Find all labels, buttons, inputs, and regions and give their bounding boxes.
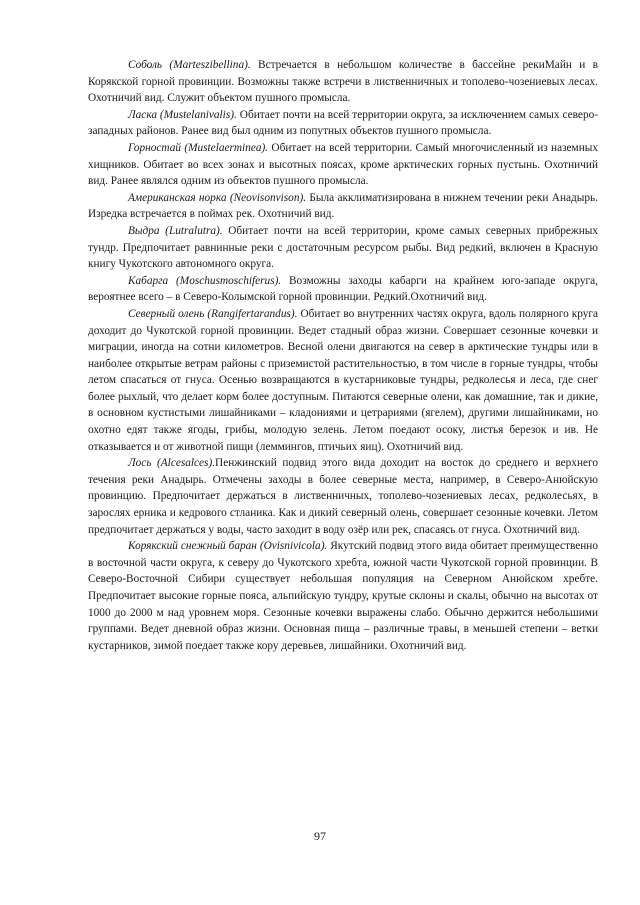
page-body xyxy=(88,57,598,654)
species-name: Соболь (Marteszibellina). xyxy=(128,59,251,71)
paragraph-text: Обитает во внутренних частях округа, вдоль полярного круга доходит до Чукотской горной провинции. Ведет стадный образ жизни. Совершает сезонные кочевки и миграции, иногда на сотни километров. Весной олени двигаются на север в арктические тундры или в наиболее открытые ветрам районы с приземистой растительностью, в том числе в горные тундры, чтобы летом спасаться от гнуса. Осенью возвращаются в кустарниковые тундры, редколесья и леса, где снег более рыхлый, что делает корм более доступным. Питаются северные олени, как домашние, так и дикие, в основном кустистыми лишайниками – кладониями и цетрариями (ягелем), другими лишайниками, но охотно едят также ягоды, грибы, молодую зелень. Летом поедают осоку, листья березок и ив. Не отказывается и от животной пищи (леммингов, птичьих яиц). Охотничий вид. xyxy=(88,307,598,453)
paragraph-reindeer xyxy=(88,306,598,455)
paragraph-text: Якутский подвид этого вида обитает преимущественно в восточной части округа, к северу до Чукотского хребта, южной части Чукотской горной провинции. В Северо-Восточной Сибири существует небольшая популяция на Северном Анюйском хребте. Предпочитает высокие горные пояса, альпийскую тундру, крутые склоны и скалы, обычно на высотах от 1000 до 2000 м над уровнем моря. Сезонные кочевки выражены слабо. Обычно держится небольшими группами. Ведет дневной образ жизни. Основная пища – различные травы, в меньшей степени – ветки кустарников, зимой поедает также кору деревьев, лишайники. Охотничий вид. xyxy=(88,540,598,652)
paragraph-otter xyxy=(88,223,598,273)
paragraph-moose xyxy=(88,455,598,538)
species-name: Американская норка (Neovisonvison). xyxy=(128,191,307,204)
paragraph-text: Пенжинский подвид этого вида доходит на восток до среднего и верхнего течения реки Анадырь. Отмечены заходы в более северные места, например, в Северо-Анюйскую провинцию. Предпочитает держаться в лиственничных, тополево-чозениевых лесах, редколесьях, в зарослях ерника и кедрового стланика. Как и дикий северный олень, совершает сезонные кочевки. Летом предпочитает держаться у воды, часто заходит в воду озёр или рек, спасаясь от гнуса. Охотничий вид. xyxy=(88,457,598,536)
paragraph-american-mink xyxy=(88,190,598,223)
paragraph-sable xyxy=(88,57,598,107)
paragraph-text: Обитает на всей территории. Самый многочисленный из наземных хищников. Обитает во всех зонах и высотных поясах, кроме арктических горных пустынь. Охотничий вид. Ранее являлся одним из объектов пушного промысла. xyxy=(88,141,598,188)
paragraph-text: Обитает почти на всей территории округа, за исключением самых северо-западных районов. Ранее вид был одним из попутных объектов пушного промысла. xyxy=(88,108,599,138)
paragraph-snow-sheep xyxy=(88,538,598,654)
paragraph-text: Встречается в небольшом количестве в бассейне рекиМайн и в Корякской горной провинции. Возможны также встречи в лиственничных и тополево-чозениевых лесах. Охотничий вид. Служит объектом пушного промысла. xyxy=(88,59,598,105)
species-name: Ласка (Mustelanivalis). xyxy=(128,108,237,121)
species-name: Выдра (Lutralutra). xyxy=(128,224,223,237)
species-name: Горностай (Mustelaerminea). xyxy=(128,141,269,154)
paragraph-text: Была акклиматизирована в нижнем течении реки Анадырь. Изредка встречается в поймах рек. Охотничий вид. xyxy=(88,191,598,221)
species-name: Кабарга (Moschusmoschiferus). xyxy=(128,274,282,287)
species-name: Северный олень (Rangifertarandus). xyxy=(128,307,298,320)
species-name: Корякский снежный баран (Ovisnivicola). xyxy=(128,540,328,553)
page-number: 97 xyxy=(314,829,326,843)
paragraph-musk-deer xyxy=(88,273,598,306)
paragraph-weasel xyxy=(88,107,598,140)
paragraph-stoat xyxy=(88,140,598,190)
species-name: Лось (Alcesalces). xyxy=(128,457,216,470)
paragraph-text: Возможны заходы кабарги на крайнем юго-западе округа, вероятнее всего – в Северо-Колымской горной провинции. Редкий.Охотничий вид. xyxy=(88,274,598,304)
paragraph-text: Обитает почти на всей территории, кроме самых северных прибрежных тундр. Предпочитает равнинные реки с достаточным ресурсом рыбы. Вид редкий, включен в Красную книгу Чукотского автономного округа. xyxy=(88,224,598,271)
